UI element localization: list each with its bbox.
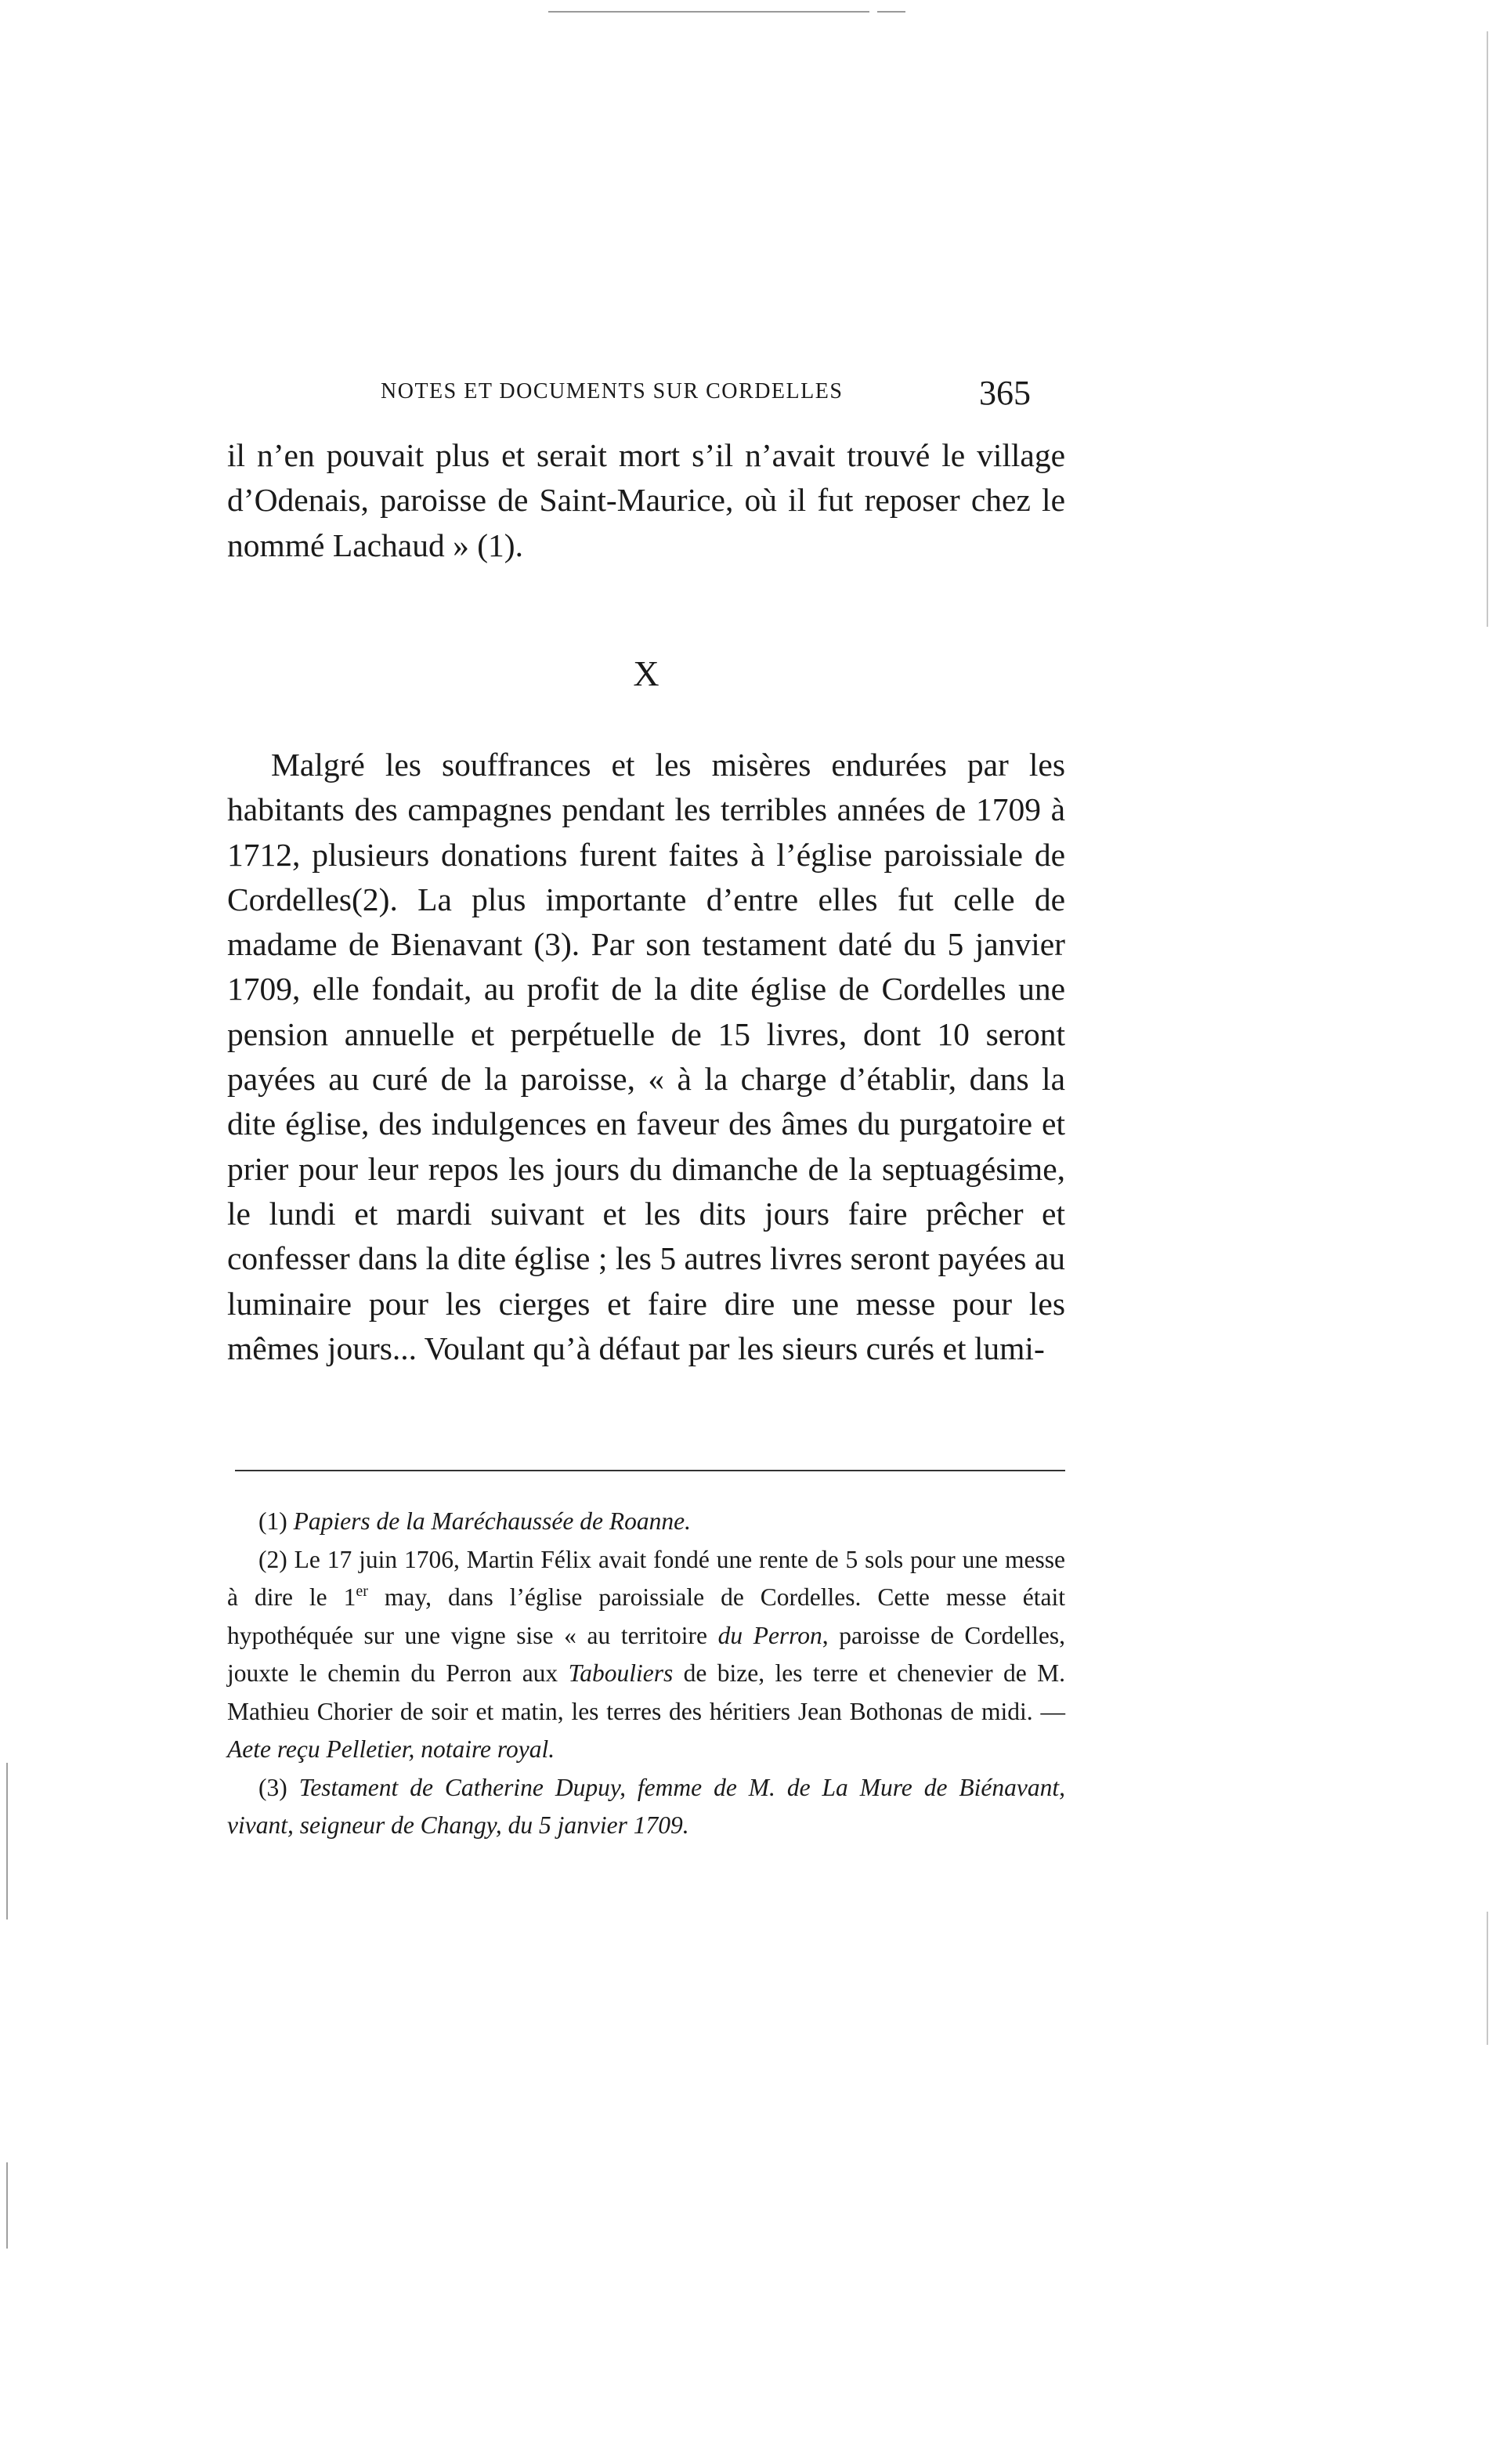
footnote-2-italic-a: du Perron [717,1621,822,1649]
body-paragraph-block [227,743,1065,1371]
footnote-2-text-d: de bize, les terre et chenevier de M. Mathieu Chorier de soir et matin, les terres des héritiers Jean Bothonas de midi. — [227,1659,1065,1725]
scan-artifact-right-edge [1487,31,1488,627]
scan-artifact-right-edge-2 [1487,1912,1488,2045]
footnotes [227,1503,1065,1845]
scan-artifact-left-edge-2 [6,2162,8,2249]
footnote-3-text: Testament de Catherine Dupuy, femme de M. de La Mure de Biénavant, vivant, seigneur de Changy, du 5 janvier 1709. [227,1773,1065,1839]
footnote-1-mark: (1) [258,1507,287,1535]
footnote-1-text: Papiers de la Maréchaussée de Roanne. [293,1507,691,1535]
scan-artifact-top-right [877,11,905,13]
footnote-divider [235,1470,1065,1471]
footnote-3 [227,1769,1065,1845]
footnote-1 [227,1503,1065,1541]
footnote-2-text-b: may, dans l’église paroissiale de Cordelles. Cette messe était hypothéquée sur une vigne sise « au territoire [227,1583,1066,1649]
footnote-2-text-c: , paroisse de Cordelles, jouxte le chemin du Perron aux [227,1621,1065,1687]
continuation-paragraph [227,433,1065,568]
footnote-2-text-a: Le 17 juin 1706, Martin Félix avait fondé une rente de 5 sols pour une messe à dire le 1 [227,1545,1065,1611]
footnote-2-mark: (2) [258,1545,287,1573]
scan-artifact-left-edge [6,1763,8,1919]
continuation-text: il n’en pouvait plus et serait mort s’il n’avait trouvé le village d’Odenais, paroisse de Saint-Maurice, où il fut reposer chez le nommé Lachaud » (1). [227,437,1065,563]
running-head [381,373,1031,412]
section-heading: X [633,653,659,693]
scan-artifact-top [548,11,869,13]
footnote-3-mark: (3) [258,1773,287,1801]
running-title: NOTES ET DOCUMENTS SUR CORDELLES [381,379,844,403]
footnote-2-superscript: er [356,1583,368,1600]
page-number: 365 [979,374,1031,412]
footnote-2-italic-c: Aete reçu Pelletier, notaire royal. [227,1735,555,1763]
body-paragraph: Malgré les souffrances et les misères endurées par les habitants des campagnes pendant les terribles années de 1709 à 1712, plusieurs donations furent faites à l’église paroissiale de Cordelles(2). La plus importante d’entre elles fut celle de madame de Bienavant (3). Par son testament daté du 5 janvier 1709, elle fondait, au profit de la dite église de Cordelles une pension annuelle et perpétuelle de 15 livres, dont 10 seront payées au curé de la paroisse, « à la charge d’établir, dans la dite église, des indulgences en faveur des âmes du purgatoire et prier pour leur repos les jours du dimanche de la septuagésime, le lundi et mardi suivant et les dits jours faire prêcher et confesser dans la dite église ; les 5 autres livres seront payées au luminaire pour les cierges et faire dire une messe pour les mêmes jours... Voulant qu’à défaut par les sieurs curés et lumi- [227,747,1065,1366]
footnote-2 [227,1541,1065,1769]
footnote-2-italic-b: Tabouliers [568,1659,674,1687]
